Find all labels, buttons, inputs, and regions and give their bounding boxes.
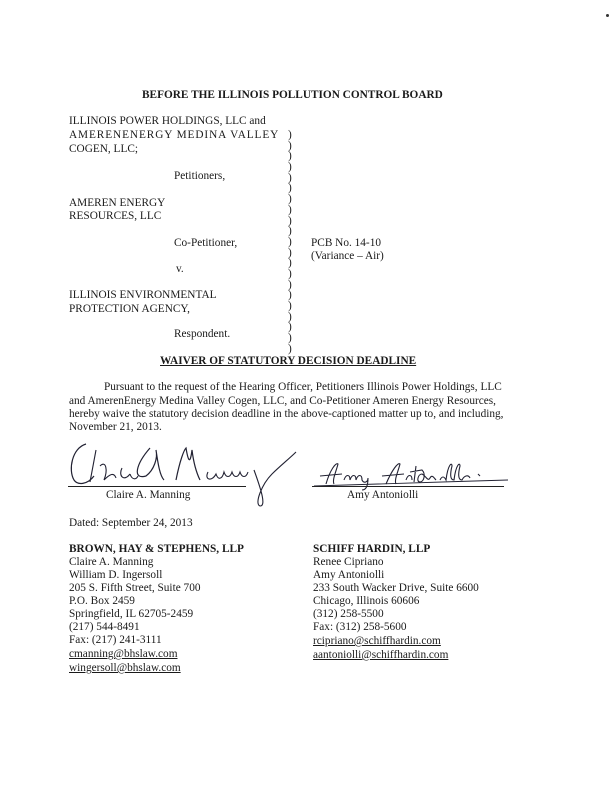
email-link-rcipriano[interactable]: rcipriano@schiffhardin.com bbox=[313, 635, 441, 647]
copetitioner-label: Co-Petitioner, bbox=[174, 237, 238, 249]
copetitioner-line-2: RESOURCES, LLC bbox=[69, 210, 162, 222]
respondent-line-2: PROTECTION AGENCY, bbox=[69, 303, 190, 315]
firm-right-line: (312) 258-5500 bbox=[313, 608, 384, 620]
signer-right-name: Amy Antoniolli bbox=[347, 489, 419, 501]
petitioners-line-1: ILLINOIS POWER HOLDINGS, LLC and bbox=[69, 115, 266, 127]
firm-left-line: Fax: (217) 241-3111 bbox=[69, 634, 162, 646]
case-type: (Variance – Air) bbox=[311, 250, 384, 262]
firm-left-line: P.O. Box 2459 bbox=[69, 595, 135, 607]
firm-left-name: BROWN, HAY & STEPHENS, LLP bbox=[69, 543, 244, 555]
body-line-3: hereby waive the statutory decision deadline in the above-captioned matter up to, and including, bbox=[69, 408, 504, 420]
firm-right-line: Amy Antoniolli bbox=[313, 569, 385, 581]
signer-left-name: Claire A. Manning bbox=[106, 489, 191, 501]
document-title: WAIVER OF STATUTORY DECISION DEADLINE bbox=[160, 355, 417, 367]
firm-right-name: SCHIFF HARDIN, LLP bbox=[313, 543, 431, 555]
scan-mark bbox=[606, 14, 609, 17]
copetitioner-line-1: AMEREN ENERGY bbox=[69, 197, 166, 209]
respondent-line-1: ILLINOIS ENVIRONMENTAL bbox=[69, 289, 217, 301]
respondent-label: Respondent. bbox=[174, 328, 231, 340]
email-link-cmanning[interactable]: cmanning@bhslaw.com bbox=[69, 648, 178, 660]
petitioners-label: Petitioners, bbox=[174, 170, 226, 182]
versus: v. bbox=[176, 263, 184, 275]
firm-right-line: Chicago, Illinois 60606 bbox=[313, 595, 420, 607]
petitioners-line-2: AMERENENERGY MEDINA VALLEY bbox=[69, 129, 280, 141]
email-link-aantoniolli[interactable]: aantoniolli@schiffhardin.com bbox=[313, 649, 449, 661]
body-line-2: and AmerenEnergy Medina Valley Cogen, LLC, and Co-Petitioner Ameren Energy Resources, bbox=[69, 395, 496, 407]
court-heading: BEFORE THE ILLINOIS POLLUTION CONTROL BOARD bbox=[142, 89, 443, 101]
email-link-wingersoll[interactable]: wingersoll@bhslaw.com bbox=[69, 662, 181, 674]
body-line-1: Pursuant to the request of the Hearing Officer, Petitioners Illinois Power Holdings, LLC bbox=[104, 381, 502, 393]
petitioners-line-3: COGEN, LLC; bbox=[69, 143, 139, 155]
firm-left-line: (217) 544-8491 bbox=[69, 621, 140, 633]
body-line-4: November 21, 2013. bbox=[69, 421, 162, 433]
case-number: PCB No. 14-10 bbox=[311, 237, 381, 249]
firm-left-line: Springfield, IL 62705-2459 bbox=[69, 608, 194, 620]
signature-line-right bbox=[312, 486, 504, 487]
firm-right-line: Fax: (312) 258-5600 bbox=[313, 621, 407, 633]
firm-left-line: Claire A. Manning bbox=[69, 556, 154, 568]
firm-right-line: 233 South Wacker Drive, Suite 6600 bbox=[313, 582, 479, 594]
firm-right-line: Renee Cipriano bbox=[313, 556, 384, 568]
date-line: Dated: September 24, 2013 bbox=[69, 517, 193, 529]
signature-line-left bbox=[68, 486, 246, 487]
firm-left-line: William D. Ingersoll bbox=[69, 569, 163, 581]
firm-left-line: 205 S. Fifth Street, Suite 700 bbox=[69, 582, 201, 594]
caption-parentheses: ) ) ) ) ) ) ) ) ) ) ) ) ) ) ) ) ) ) ) ) ) bbox=[288, 129, 292, 355]
